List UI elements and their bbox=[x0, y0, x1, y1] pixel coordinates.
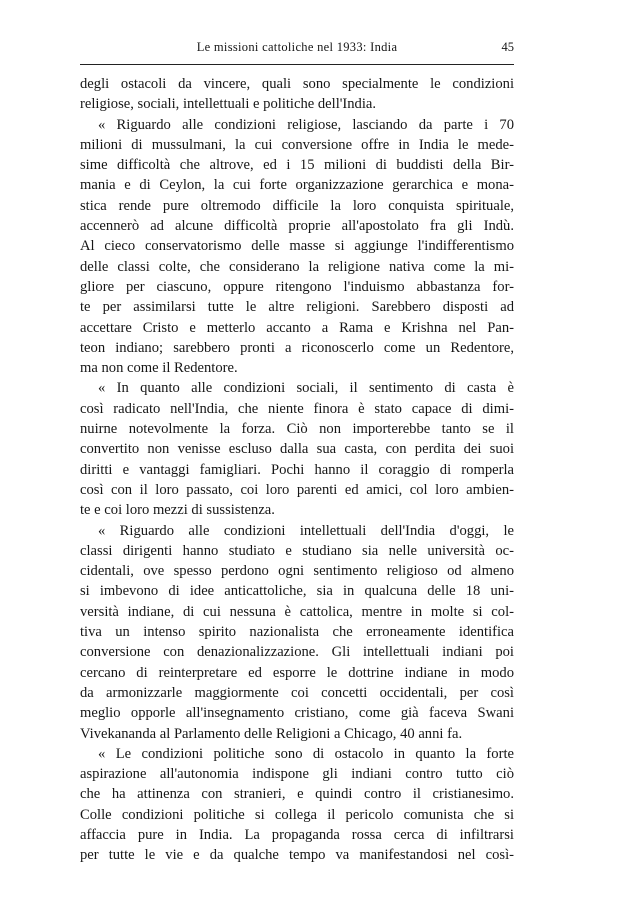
text-line: mania e di Ceylon, la cui forte organizzazione gerarchica e mona- bbox=[80, 177, 514, 194]
text-line: versità indiane, di cui nessuna è cattolica, mentre in molte si col- bbox=[80, 603, 514, 620]
text-line: che ha attinenza con stranieri, e quindi contro il cristianesimo. bbox=[80, 786, 514, 803]
text-line: così radicato nell'India, che niente finora è stato capace di dimi- bbox=[80, 400, 514, 417]
text-line: sime difficoltà che altrove, ed i 15 milioni di buddisti della Bir- bbox=[80, 157, 514, 174]
text-line: da armonizzarle maggiormente coi concetti occidentali, per così bbox=[80, 684, 514, 701]
text-line: ma non come il Redentore. bbox=[80, 360, 238, 377]
text-line: tiva un intenso spirito nazionalista che erroneamente identifica bbox=[80, 624, 514, 641]
header-rule bbox=[80, 64, 514, 65]
text-line: diritti e vantaggi famigliari. Pochi hanno il coraggio di romperla bbox=[80, 461, 514, 478]
text-line: stica rende pure oltremodo difficile la loro conquista spirituale, bbox=[80, 197, 514, 214]
text-line: cercano di reinterpretare ed esporre le dottrine indiane in modo bbox=[80, 664, 514, 681]
text-line: « In quanto alle condizioni sociali, il sentimento di casta è bbox=[98, 380, 514, 397]
text-line: Vivekananda al Parlamento delle Religioni a Chicago, 40 anni fa. bbox=[80, 725, 463, 742]
page-number: 45 bbox=[501, 40, 514, 54]
text-line: cidentali, ove spesso perdono ogni sentimento religioso od almeno bbox=[80, 563, 514, 580]
text-line: classi dirigenti hanno studiato e studiano sia nelle università oc- bbox=[80, 542, 514, 559]
text-line: religiose, sociali, intellettuali e politiche dell'India. bbox=[80, 96, 377, 113]
text-line: conversione con denazionalizzazione. Gli intellettuali indiani poi bbox=[80, 644, 514, 661]
text-line: Al cieco conservatorismo delle masse si aggiunge l'indifferentismo bbox=[80, 238, 514, 255]
text-line: « Riguardo alle condizioni intellettuali dell'India d'oggi, le bbox=[98, 522, 514, 539]
text-line: teon indiano; sarebbero pronti a riconoscerlo come un Redentore, bbox=[80, 339, 514, 356]
text-line: accettare Cristo e metterlo accanto a Rama e Krishna nel Pan- bbox=[80, 319, 514, 336]
text-line: te per assimilarsi tutte le altre religioni. Sarebbero disposti ad bbox=[80, 299, 514, 316]
text-line: meglio opporle all'insegnamento cristiano, come già faceva Swani bbox=[80, 705, 514, 722]
text-line: milioni di mussulmani, la cui conversione offre in India le mede- bbox=[80, 136, 514, 153]
text-line: aspirazione all'autonomia indispone gli indiani contro tutto ciò bbox=[80, 766, 514, 783]
text-line: accennerò ad alcune difficoltà proprie all'apostolato fra gli Indù. bbox=[80, 218, 514, 235]
text-line: te e coi loro mezzi di sussistenza. bbox=[80, 502, 275, 519]
body-text bbox=[80, 74, 514, 866]
text-line: « Le condizioni politiche sono di ostacolo in quanto la forte bbox=[98, 745, 514, 762]
text-line: convertito non venisse escluso dalla sua casta, con perdita dei suoi bbox=[80, 441, 514, 458]
text-line: per tutte le vie e da qualche tempo va manifestandosi nel così- bbox=[80, 847, 514, 864]
text-line: si imbevono di idee anticattoliche, sia in qualcuna delle 18 uni- bbox=[80, 583, 514, 600]
text-line: affaccia pure in India. La propaganda rossa cerca di infiltrarsi bbox=[80, 826, 514, 843]
running-head: Le missioni cattoliche nel 1933: India bbox=[196, 40, 398, 54]
text-line: « Riguardo alle condizioni religiose, lasciando da parte i 70 bbox=[98, 116, 514, 133]
text-line: gliore per ciascuno, oppure ritengono l'induismo abbastanza for- bbox=[80, 278, 514, 295]
text-line: Colle condizioni politiche si collega il pericolo comunista che si bbox=[80, 806, 514, 823]
page-header bbox=[80, 40, 514, 56]
text-line: delle classi colte, che considerano la religione nativa come la mi- bbox=[80, 258, 514, 275]
text-line: così con il loro passato, coi loro parenti ed amici, col loro ambien- bbox=[80, 481, 514, 498]
text-line: nuirne notevolmente la forza. Ciò non importerebbe tanto se il bbox=[80, 421, 514, 438]
text-line: degli ostacoli da vincere, quali sono specialmente le condizioni bbox=[80, 76, 514, 92]
